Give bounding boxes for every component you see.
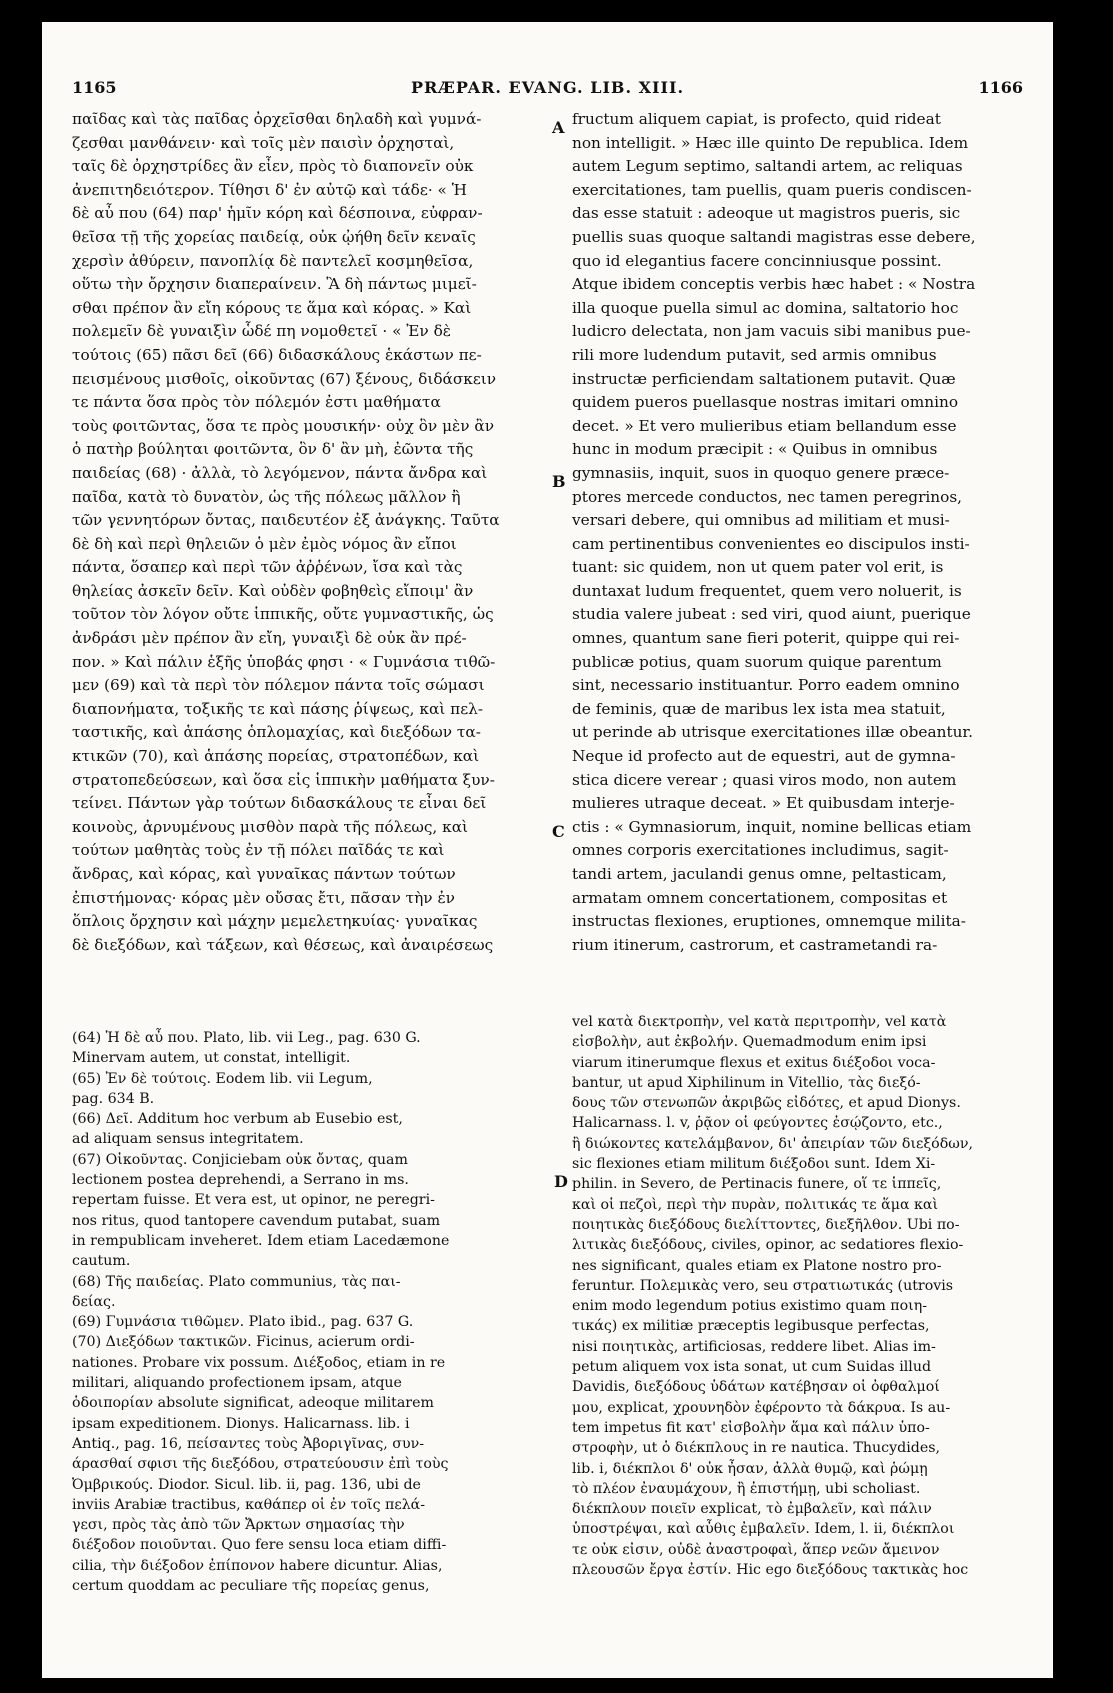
section-marker-b: B bbox=[552, 472, 566, 491]
footnote-line: (68) Τῆς παιδείας. Plato communius, τὰς παι- bbox=[72, 1273, 401, 1290]
latin-text-line: decet. » Et vero mulieribus etiam bellandum esse bbox=[572, 416, 957, 435]
section-marker-d: D bbox=[554, 1172, 568, 1191]
footnote-line: tem impetus fit κατ' εἰσβολὴν ἅμα καὶ πάλιν ὑπο- bbox=[572, 1419, 930, 1436]
footnote-line: (65) Ἐν δὲ τούτοις. Eodem lib. vii Legum, bbox=[72, 1070, 373, 1087]
footnote-line: (66) Δεῖ. Additum hoc verbum ab Eusebio est, bbox=[72, 1111, 403, 1128]
latin-text-line: quo id elegantius facere concinniusque possint. bbox=[572, 251, 942, 270]
footnote-line: nos ritus, quod tantopere cavendum putabat, suam bbox=[72, 1212, 441, 1229]
latin-text-line: mulieres utraque deceat. » Et quibusdam interje- bbox=[572, 794, 955, 813]
footnote-line: μου, explicat, χρουνηδὸν ἐφέροντο τὰ δάκρυα. Is au- bbox=[572, 1399, 951, 1416]
greek-text-line: κοινοὺς, ἀρνυμένους μισθὸν παρὰ τῆς πόλεως, καὶ bbox=[72, 817, 469, 836]
footnote-line: ποιητικὰς διεξόδους διελίττοντες, διεξῆλθον. Ubi πο- bbox=[572, 1216, 960, 1233]
footnote-line: λιτικὰς διεξόδους, civiles, opinor, ac sedatiores flexio- bbox=[572, 1237, 964, 1254]
footnote-line: vel κατὰ διεκτροπὴν, vel κατὰ περιτροπὴν, vel κατὰ bbox=[572, 1014, 947, 1030]
latin-text-line: ptores mercede conductos, nec tamen peregrinos, bbox=[572, 487, 963, 506]
greek-text-line: στρατοπεδεύσεων, καὶ ὅσα εἰς ἱππικὴν μαθήματα ξυν- bbox=[72, 770, 495, 789]
footnote-line: ἢ διώκοντες κατελάμβανον, δι' ἀπειρίαν τῶν διεξόδων, bbox=[572, 1135, 973, 1152]
greek-text-line: ἀνδράσι μὲν πρέπον ἂν εἴη, γυναιξὶ δὲ οὐκ ἂν πρέ- bbox=[72, 629, 467, 648]
footnote-line: πλεουσῶν ἔργα ἐστίν. Hic ego διεξόδους τακτικὰς hoc bbox=[572, 1562, 969, 1579]
latin-text-line: ludicro delectata, non jam vacuis sibi manibus pue- bbox=[572, 322, 971, 341]
latin-text-line: ut perinde ab utrisque exercitationes illæ obeantur. bbox=[572, 723, 973, 742]
latin-text-line: autem Legum septimo, saltandi artem, ac reliquas bbox=[572, 157, 963, 176]
latin-text-line: cam pertinentibus convenientes eo discipulos insti- bbox=[572, 534, 970, 553]
greek-text-line: πεισμένους μισθοῖς, οἰκοῦντας (67) ξένους, διδάσκειν bbox=[72, 369, 497, 388]
latin-text-line: quidem pueros puellasque nostras imitari omnino bbox=[572, 393, 959, 412]
footnotes-right bbox=[572, 1012, 1027, 1580]
latin-text-line: gymnasiis, inquit, suos in quoquo genere præce- bbox=[572, 463, 950, 482]
footnote-line: ὑποστρέψαι, καὶ αὖθις ἐμβαλεῖν. Idem, l. ii, διέκπλοι bbox=[572, 1521, 955, 1538]
footnote-line: nisi ποιητικὰς, artificiosas, reddere libet. Alias im- bbox=[572, 1338, 936, 1355]
greek-text-line: ἀνεπιτηδειότερον. Τίθησι δ' ἐν αὐτῷ καὶ τάδε· « Ἡ bbox=[72, 180, 467, 199]
footnote-line: καὶ οἱ πεζοὶ, περὶ τὴν πυρὰν, πολιτικάς τε ἅμα καὶ bbox=[572, 1196, 939, 1213]
latin-text-line: rili more ludendum putavit, sed armis omnibus bbox=[572, 345, 937, 364]
latin-text-line: tandi artem, jaculandi genus omne, peltasticam, bbox=[572, 865, 947, 883]
footnote-line: Antiq., pag. 16, πείσαντες τοὺς Ἀβοριγῖνας, συν- bbox=[72, 1435, 425, 1452]
footnote-line: δείας. bbox=[72, 1293, 116, 1310]
latin-text-line: illa quoque puella simul ac domina, saltatorio hoc bbox=[572, 298, 959, 317]
greek-text-line: ζεσθαι μανθάνειν· καὶ τοῖς μὲν παισὶν ὀρχησταὶ, bbox=[72, 133, 455, 152]
latin-text-line: puellis suas quoque saltandi magistras esse debere, bbox=[572, 227, 976, 246]
page-number-right: 1166 bbox=[978, 78, 1023, 97]
latin-text-line: de feminis, quæ de maribus lex ista mea statuit, bbox=[572, 699, 946, 718]
page-header bbox=[42, 78, 1053, 104]
footnote-line: Minervam autem, ut constat, intelligit. bbox=[72, 1050, 351, 1067]
footnote-line: διέκπλουν ποιεῖν explicat, τὸ ἐμβαλεῖν, καὶ πάλιν bbox=[572, 1501, 932, 1518]
latin-text-line: stica dicere verear ; quasi viros modo, non autem bbox=[572, 770, 957, 789]
footnote-line: certum quoddam ac peculiare τῆς πορείας genus, bbox=[72, 1578, 430, 1595]
latin-text-line: exercitationes, tam puellis, quam pueris condiscen- bbox=[572, 180, 972, 199]
book-page bbox=[42, 22, 1053, 1678]
footnote-line: nationes. Probare vix possum. Διέξοδος, etiam in re bbox=[72, 1354, 446, 1371]
footnote-line: sic flexiones etiam militum διέξοδοι sunt. Idem Xi- bbox=[572, 1156, 936, 1173]
greek-text-line: παιδείας (68) · ἀλλὰ, τὸ λεγόμενον, πάντα ἄνδρα καὶ bbox=[72, 463, 488, 482]
greek-text-line: τε πάντα ὅσα πρὸς τὸν πόλεμόν ἐστι μαθήματα bbox=[72, 393, 441, 412]
footnote-line: pag. 634 B. bbox=[72, 1090, 155, 1107]
footnote-line: bantur, ut apud Xiphilinum in Vitellio, τὰς διεξό- bbox=[572, 1074, 921, 1091]
latin-text-line: duntaxat ludum frequentet, quem vero noluerit, is bbox=[572, 581, 962, 600]
footnotes-left bbox=[72, 1028, 542, 1596]
latin-text-line: non intelligit. » Hæc ille quinto De republica. Idem bbox=[572, 133, 969, 152]
footnote-line: ipsam expeditionem. Dionys. Halicarnass. lib. i bbox=[72, 1415, 410, 1432]
greek-text-line: τοὺς φοιτῶντας, ὅσα τε πρὸς μουσικήν· οὐχ ὃν μὲν ἂν bbox=[72, 416, 495, 435]
footnote-line: (70) Διεξόδων τακτικῶν. Ficinus, acierum ordi- bbox=[72, 1334, 415, 1351]
greek-text-line: παῖδας καὶ τὰς παῖδας ὀρχεῖσθαι δηλαδὴ καὶ γυμνά- bbox=[72, 110, 482, 128]
latin-text-line: omnes corporis exercitationes includimus, sagit- bbox=[572, 841, 949, 860]
greek-text-line: θηλείας ἀσκεῖν δεῖν. Καὶ οὐδὲν φοβηθεὶς εἴποιμ' ἂν bbox=[72, 581, 474, 600]
greek-text-line: διαπονήματα, τοξικῆς τε καὶ πάσης ῥίψεως, καὶ πελ- bbox=[72, 699, 483, 718]
footnote-line: (64) Ἡ δὲ αὖ που. Plato, lib. vii Leg., pag. 630 G. bbox=[72, 1030, 421, 1046]
footnote-line: (69) Γυμνάσια τιθῶμεν. Plato ibid., pag. 637 G. bbox=[72, 1314, 414, 1331]
greek-text-line: πάντα, ὅσαπερ καὶ περὶ τῶν ἀῤῥένων, ἴσα καὶ τὰς bbox=[72, 558, 463, 577]
footnote-line: petum aliquem vox ista sonat, ut cum Suidas illud bbox=[572, 1359, 932, 1376]
greek-text-column bbox=[72, 108, 548, 957]
footnote-line: feruntur. Πολεμικὰς vero, seu στρατιωτικάς (utrovis bbox=[572, 1277, 954, 1294]
section-marker-a: A bbox=[552, 118, 565, 137]
footnote-line: εἰσβολὴν, aut ἐκβολήν. Quemadmodum enim ipsi bbox=[572, 1034, 927, 1051]
latin-text-line: publicæ potius, quam suorum quique parentum bbox=[572, 652, 942, 671]
section-marker-c: C bbox=[552, 822, 565, 841]
footnote-line: τικάς) ex militiæ præceptis legibusque perfectas, bbox=[572, 1318, 930, 1335]
latin-text-line: rium itinerum, castrorum, et castrametandi ra- bbox=[572, 935, 938, 954]
footnote-line: militari, aliquando profectionem ipsam, atque bbox=[72, 1375, 402, 1392]
footnote-line: lectionem postea deprehendi, a Serrano in ms. bbox=[72, 1172, 409, 1189]
greek-text-line: μεν (69) καὶ τὰ περὶ τὸν πόλεμον πάντα τοῖς σώμασι bbox=[72, 676, 485, 695]
footnote-line: repertam fuisse. Et vera est, ut opinor, ne peregri- bbox=[72, 1192, 435, 1209]
greek-text-line: οὕτω τὴν ὄρχησιν διαπεραίνειν. Ἃ δὴ πάντως μιμεῖ- bbox=[72, 275, 477, 294]
greek-text-line: ὅπλοις ὄρχησιν καὶ μάχην μεμελετηκυίας· γυναῖκας bbox=[72, 912, 478, 931]
footnote-line: τε οὐκ εἰσιν, οὐδὲ ἀναστροφαὶ, ἅπερ νεῶν ἄμεινον bbox=[572, 1541, 940, 1558]
greek-text-line: παῖδα, κατὰ τὸ δυνατὸν, ὡς τῆς πόλεως μᾶλλον ἢ bbox=[72, 487, 461, 506]
greek-text-line: δὲ αὖ που (64) παρ' ἡμῖν κόρη καὶ δέσποινα, εὐφραν- bbox=[72, 204, 483, 223]
greek-text-line: χερσὶν ἀθύρειν, πανοπλίᾳ δὲ παντελεῖ κοσμηθεῖσα, bbox=[72, 251, 474, 270]
footnote-line: διέξοδον ποιοῦνται. Quo fere sensu loca etiam diffi- bbox=[72, 1537, 447, 1554]
footnote-line: Davidis, διεξόδους ὑδάτων κατέβησαν οἱ ὀφθαλμοί bbox=[572, 1379, 940, 1396]
footnote-line: enim modo legendum potius existimo quam ποιη- bbox=[572, 1298, 928, 1315]
greek-text-line: τοῦτον τὸν λόγον οὔτε ἱππικῆς, οὔτε γυμναστικῆς, ὡς bbox=[72, 605, 494, 624]
footnote-line: philin. in Severo, de Pertinacis funere, οἵ τε ἱππεῖς, bbox=[572, 1176, 942, 1193]
footnote-line: Ὀμβρικούς. Diodor. Sicul. lib. ii, pag. 136, ubi de bbox=[72, 1476, 421, 1493]
latin-text-line: armatam omnem concertationem, compositas et bbox=[572, 888, 948, 907]
greek-text-line: θεῖσα τῇ τῆς χορείας παιδείᾳ, οὐκ ᾠήθη δεῖν κεναῖς bbox=[72, 227, 476, 246]
footnote-line: δους τῶν στενωπῶν ἀκριβῶς εἰδότες, et apud Dionys. bbox=[572, 1095, 961, 1112]
greek-text-line: κτικῶν (70), καὶ ἁπάσης πορείας, στρατοπέδων, καὶ bbox=[72, 747, 480, 766]
footnote-line: in rempublicam inveheret. Idem etiam Lacedæmone bbox=[72, 1232, 450, 1249]
footnote-line: ad aliquam sensus integritatem. bbox=[72, 1131, 304, 1148]
greek-text-line: δὲ διεξόδων, καὶ τάξεων, καὶ θέσεως, καὶ ἀναιρέσεως bbox=[72, 935, 494, 954]
footnote-line: lib. i, διέκπλοι δ' οὐκ ἦσαν, ἀλλὰ θυμῷ, καὶ ῥώμῃ bbox=[572, 1460, 928, 1477]
latin-text-line: Atque ibidem conceptis verbis hæc habet : « Nostra bbox=[572, 275, 976, 294]
latin-text-line: studia valere jubeat : sed viri, quod aiunt, puerique bbox=[572, 605, 971, 624]
greek-text-line: ὁ πατὴρ βούληται φοιτῶντα, ὃν δ' ἂν μὴ, ἐῶντα τῆς bbox=[72, 440, 474, 459]
greek-text-line: τούτοις (65) πᾶσι δεῖ (66) διδασκάλους ἑκάστων πε- bbox=[72, 345, 482, 364]
latin-text-line: Neque id profecto aut de equestri, aut de gymna- bbox=[572, 747, 956, 766]
footnote-line: Halicarnass. l. v, ῥᾷον οἱ φεύγοντες ἐσῴζοντο, etc., bbox=[572, 1115, 943, 1132]
greek-text-line: σθαι πρέπον ἂν εἴη κόρους τε ἅμα καὶ κόρας. » Καὶ bbox=[72, 298, 472, 317]
greek-text-line: πον. » Καὶ πάλιν ἑξῆς ὑποβάς φησι · « Γυμνάσια τιθῶ- bbox=[72, 652, 496, 671]
latin-text-line: instructæ perficiendam saltationem putavit. Quæ bbox=[572, 369, 956, 388]
latin-text-line: hunc in modum præcipit : « Quibus in omnibus bbox=[572, 440, 938, 459]
footnote-line: τὸ πλέον ἐναυμάχουν, ἢ ἐπιστήμῃ, ubi scholiast. bbox=[572, 1480, 921, 1497]
footnote-line: nes significant, quales etiam ex Platone nostro pro- bbox=[572, 1257, 942, 1274]
footnote-line: cilia, τὴν διέξοδον ἐπίπονον habere dicuntur. Alias, bbox=[72, 1557, 443, 1574]
greek-text-line: ἐπιστήμονας· κόρας μὲν οὔσας ἔτι, πᾶσαν τὴν ἐν bbox=[72, 888, 455, 907]
latin-text-line: das esse statuit : adeoque ut magistros pueris, sic bbox=[572, 204, 961, 223]
latin-text-line: ctis : « Gymnasiorum, inquit, nomine bellicas etiam bbox=[572, 817, 972, 836]
latin-text-line: omnes, quantum sane fieri poterit, quippe qui rei- bbox=[572, 629, 960, 648]
greek-text-line: πολεμεῖν δὲ γυναιξὶν ὧδέ πη νομοθετεῖ · « Ἐν δὲ bbox=[72, 322, 452, 341]
latin-text-column bbox=[572, 108, 1024, 957]
footnote-line: viarum itinerumque flexus et exitus διέξοδοι voca- bbox=[572, 1054, 936, 1071]
latin-text-line: instructas flexiones, eruptiones, omnemque milita- bbox=[572, 912, 966, 931]
greek-text-line: τούτων μαθητὰς τοὺς ἐν τῇ πόλει παῖδάς τε καὶ bbox=[72, 841, 445, 860]
greek-text-line: ταῖς δὲ ὀρχηστρίδες ἂν εἶεν, πρὸς τὸ διαπονεῖν οὐκ bbox=[72, 157, 474, 176]
footnote-line: inviis Arabiæ tractibus, καθάπερ οἱ ἐν τοῖς πελά- bbox=[72, 1496, 426, 1513]
greek-text-line: τείνει. Πάντων γὰρ τούτων διδασκάλους τε εἶναι δεῖ bbox=[72, 794, 487, 813]
page-number-left: 1165 bbox=[72, 78, 117, 97]
footnote-line: γεσι, πρὸς τὰς ἀπὸ τῶν Ἄρκτων σημασίας τὴν bbox=[72, 1517, 405, 1534]
greek-text-line: ἄνδρας, καὶ κόρας, καὶ γυναῖκας πάντων τούτων bbox=[72, 865, 456, 883]
footnote-line: cautum. bbox=[72, 1253, 131, 1270]
running-title: PRÆPAR. EVANG. LIB. XIII. bbox=[410, 78, 685, 97]
greek-text-line: τῶν γεννητόρων ὄντας, παιδευτέον ἐξ ἀνάγκης. Ταῦτα bbox=[72, 511, 500, 530]
greek-text-line: ταστικῆς, καὶ ἁπάσης ὁπλομαχίας, καὶ διεξόδων τα- bbox=[72, 723, 481, 742]
latin-text-line: versari debere, qui omnibus ad militiam et musi- bbox=[572, 511, 950, 530]
footnote-line: άρασθαί σφισι τῆς διεξόδου, στρατεύουσιν ἐπὶ τοὺς bbox=[72, 1456, 449, 1473]
latin-text-line: sint, necessario instituantur. Porro eadem omnino bbox=[572, 676, 960, 695]
footnote-line: στροφὴν, ut ὁ διέκπλους in re nautica. Thucydides, bbox=[572, 1440, 941, 1457]
greek-text-line: δὲ δὴ καὶ περὶ θηλειῶν ὁ μὲν ἐμὸς νόμος ἂν εἴποι bbox=[72, 534, 457, 553]
latin-text-line: tuant: sic quidem, non ut quem pater vol erit, is bbox=[572, 558, 944, 577]
footnote-line: (67) Οἰκοῦντας. Conjiciebam οὐκ ὄντας, quam bbox=[72, 1151, 408, 1168]
footnote-line: ὁδοιπορίαν absolute significat, adeoque militarem bbox=[72, 1395, 434, 1412]
latin-text-line: fructum aliquem capiat, is profecto, quid rideat bbox=[572, 110, 941, 128]
